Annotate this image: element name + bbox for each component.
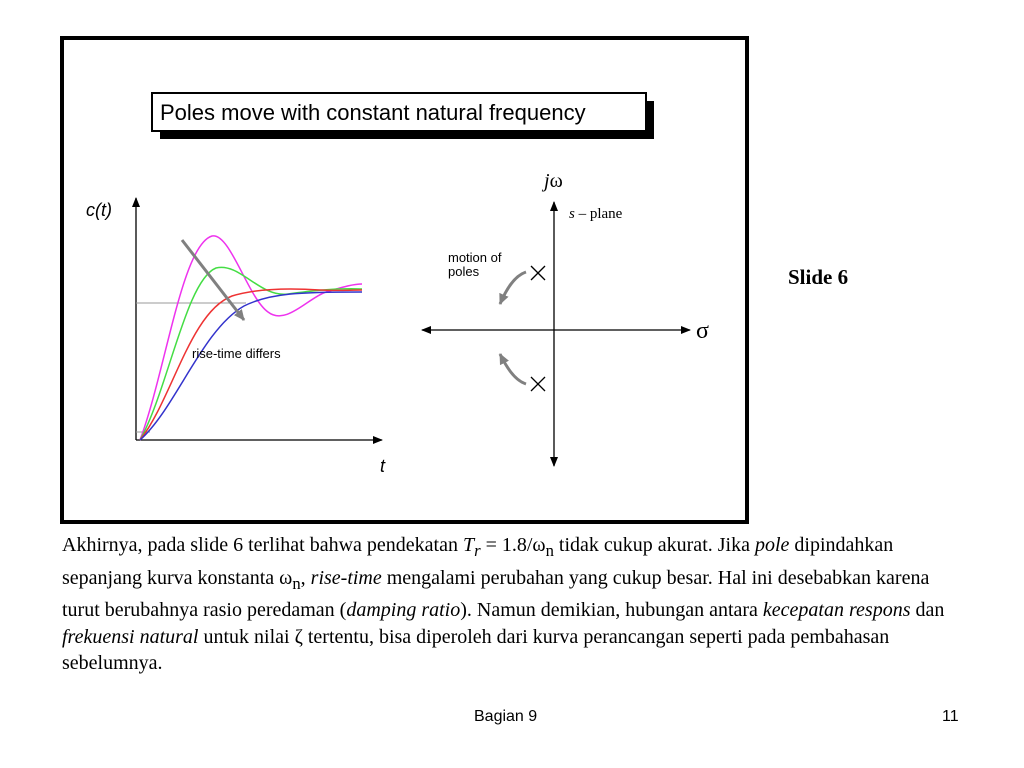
- pole-upper: [531, 266, 545, 280]
- tr-symbol: T: [462, 534, 475, 556]
- body-paragraph: Akhirnya, pada slide 6 terlihat bahwa pendekatan $T_r = 1.8/\omega_n$ tidak cukup akurat. Jika pole dipindahkan sepanjang kurva konstanta $\omega_n$, rise-time mengalami perubahan yang cukup besar. Hal ini desebabkan karena turut berubahnya rasio peredaman (damping ratio). Namun demikian, hubungan antara kecepatan respons dan frekuensi natural untuk nilai ζ tertentu, bisa diperoleh dari kurva perancangan seperti pada pembahasan sebelumnya.: [62, 534, 945, 674]
- response-curve-blue: [140, 292, 362, 440]
- sigma-label: σ: [696, 318, 709, 344]
- pole-motion-arrow-upper: [500, 272, 526, 304]
- t-axis-label: t: [380, 456, 386, 476]
- figure-canvas: [64, 40, 745, 520]
- rise-time-label: rise-time differs: [192, 346, 281, 361]
- motion-of-poles-label: motion of poles: [448, 250, 502, 279]
- figure-panel: [60, 36, 749, 524]
- pole-motion-arrow-lower: [500, 354, 526, 384]
- jw-label: jω: [544, 170, 563, 192]
- rise-trend-arrow: [182, 240, 244, 320]
- splane-label: s – plane: [569, 206, 623, 222]
- slide-label: Slide 6: [788, 265, 849, 289]
- response-curve-red: [140, 289, 362, 440]
- response-curve-magenta: [140, 236, 362, 440]
- pole-lower: [531, 377, 545, 391]
- footer-page-number: 11: [942, 708, 959, 725]
- ct-axis-label: c(t): [86, 200, 112, 220]
- footer-section-label: Bagian 9: [474, 708, 538, 725]
- figure-title: Poles move with constant natural frequency: [160, 100, 586, 125]
